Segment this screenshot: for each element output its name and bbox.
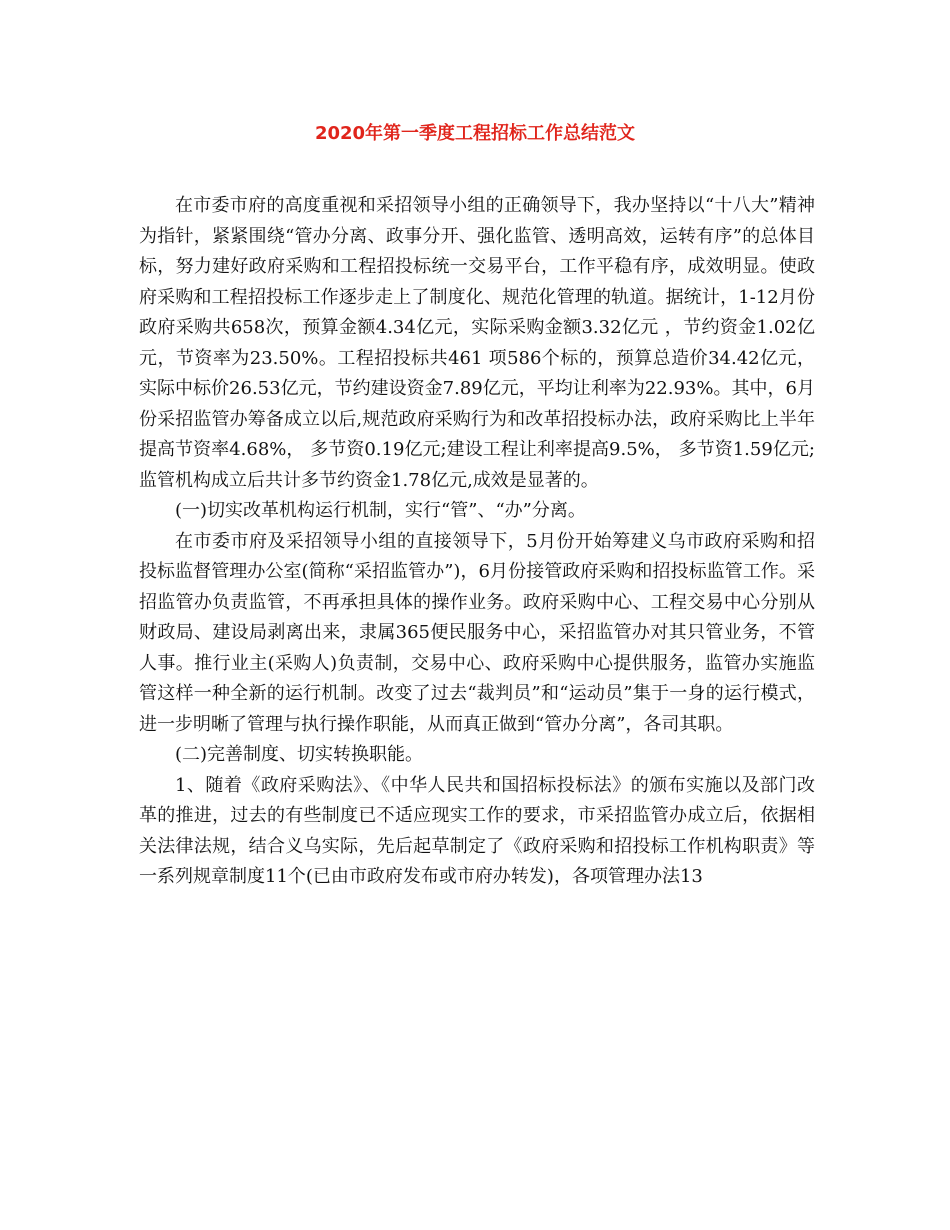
- paragraph-intro: 在市委市府的高度重视和采招领导小组的正确领导下，我办坚持以“十八大”精神为指针，紧紧围绕“管办分离、政事分开、强化监管、透明高效，运转有序”的总体目标，努力建好政府采购和工程招投标统一交易平台，工作平稳有序，成效明显。使政府采购和工程招投标工作逐步走上了制度化、规范化管理的轨道。据统计，1-12月份政府采购共658次，预算金额4.34亿元，实际采购金额3.32亿元 ，节约资金1.02亿元，节资率为23.50%。工程招投标共461 项586个标的，预算总造价34.42亿元，实际中标价26.53亿元，节约建设资金7.89亿元，平均让利率为22.93%。其中，6月份采招监管办筹备成立以后,规范政府采购行为和改革招投标办法，政府采购比上半年提高节资率4.68%， 多节资0.19亿元;建设工程让利率提高9.5%， 多节资1.59亿元;监管机构成立后共计多节约资金1.78亿元,成效是显著的。: [139, 195, 815, 491]
- paragraph-heading-1: (一)切实改革机构运行机制，实行“管”、“办”分离。: [175, 500, 586, 521]
- paragraph-heading-2: (二)完善制度、切实转换职能。: [175, 744, 424, 765]
- paragraph-reform: 在市委市府及采招领导小组的直接领导下，5月份开始筹建义乌市政府采购和招投标监督管理办公室(简称“采招监管办”)，6月份接管政府采购和招投标监管工作。采招监管办负责监管，不再承担具体的操作业务。政府采购中心、工程交易中心分别从财政局、建设局剥离出来，隶属365便民服务中心，采招监管办对其只管业务，不管人事。推行业主(采购人)负责制，交易中心、政府采购中心提供服务，监管办实施监管这样一种全新的运行机制。改变了过去“裁判员”和“运动员”集于一身的运行模式，进一步明晰了管理与执行操作职能，从而真正做到“管办分离”，各司其职。: [139, 530, 815, 735]
- document-body: [139, 191, 815, 893]
- document-title: 2020年第一季度工程招标工作总结范文: [314, 123, 636, 144]
- paragraph-regulations: 1、随着《政府采购法》、《中华人民共和国招标投标法》的颁布实施以及部门改革的推进，过去的有些制度已不适应现实工作的要求，市采招监管办成立后，依据相关法律法规，结合义乌实际，先后起草制定了《政府采购和招投标工作机构职责》等一系列规章制度11个(已由市政府发布或市府办转发)，各项管理办法13: [139, 774, 815, 887]
